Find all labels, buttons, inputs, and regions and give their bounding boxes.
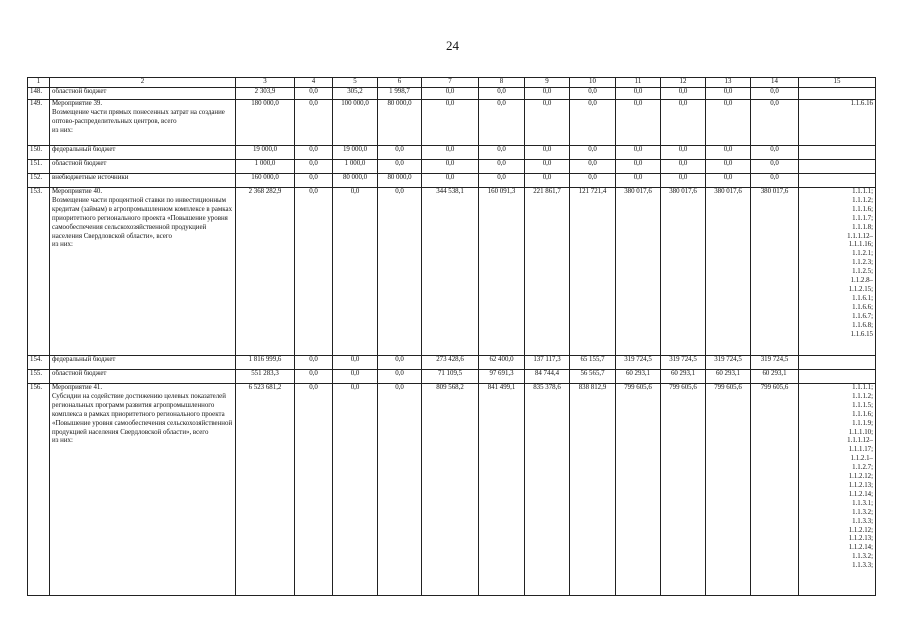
value-cell: 221 861,7 [525,188,570,356]
row-number: 154. [28,356,50,370]
value-cell: 0,0 [422,160,479,174]
target-code: 1.1.1.12– [847,437,873,445]
value-cell: 0,0 [378,188,422,356]
column-number-row [28,78,876,88]
value-cell: 0,0 [295,88,333,100]
value-cell: 0,0 [295,174,333,188]
value-cell: 0,0 [570,160,616,174]
value-cell: 0,0 [706,100,751,146]
value-cell: 0,0 [525,88,570,100]
value-cell: 0,0 [661,160,706,174]
value-cell: 19 000,0 [236,146,295,160]
target-code: 1.1.1.1; [852,188,873,195]
description-line: областной бюджет [52,370,107,377]
value-cell: 0,0 [661,100,706,146]
value-cell: 2 303,9 [236,88,295,100]
column-number: 3 [236,78,295,88]
value-cell: 0,0 [479,174,525,188]
target-code: 1.1.2.14; [848,544,873,552]
target-code: 1.1.2.5; [852,268,873,276]
value-cell: 799 605,6 [616,384,661,596]
value-cell: 60 293,1 [661,370,706,384]
value-cell: 0,0 [295,356,333,370]
value-cell: 0,0 [525,174,570,188]
value-cell: 799 605,6 [661,384,706,596]
target-code: 1.1.1.6; [852,205,873,213]
row-description [50,384,236,596]
value-cell: 2 368 282,9 [236,188,295,356]
row-number: 155. [28,370,50,384]
column-number: 13 [706,78,751,88]
row-number: 152. [28,174,50,188]
row-description [50,370,236,384]
value-cell: 0,0 [706,174,751,188]
target-code: 1.1.1.2; [852,196,873,204]
value-cell: 0,0 [525,146,570,160]
target-codes [799,146,876,160]
value-cell: 0,0 [661,174,706,188]
value-cell: 319 724,5 [661,356,706,370]
target-code: 1.1.2.1; [852,250,873,258]
value-cell: 0,0 [525,160,570,174]
value-cell: 0,0 [378,356,422,370]
column-number: 6 [378,78,422,88]
column-number: 10 [570,78,616,88]
value-cell: 0,0 [616,160,661,174]
target-codes [799,100,876,146]
value-cell: 0,0 [295,160,333,174]
target-code: 1.1.2.12; [848,473,873,481]
value-cell: 0,0 [295,370,333,384]
target-code: 1.1.1.12– [847,232,873,240]
value-cell: 841 499,1 [479,384,525,596]
value-cell: 0,0 [295,188,333,356]
target-code: 1.1.2.13; [848,535,873,543]
value-cell: 80 000,0 [378,174,422,188]
target-codes [799,188,876,356]
value-cell: 0,0 [378,146,422,160]
description-line: Возмещение части прямых понесенных затрат на создание оптово-распределительных центров, всего [52,108,225,125]
row-description [50,188,236,356]
column-number: 7 [422,78,479,88]
target-code: 1.1.2.13; [848,481,873,489]
value-cell: 0,0 [661,88,706,100]
value-cell: 0,0 [570,174,616,188]
value-cell: 380 017,6 [706,188,751,356]
page-number: 24 [446,38,459,53]
value-cell: 0,0 [479,100,525,146]
description-line: Мероприятие 41. [52,384,103,391]
target-code: 1.1.1.16; [848,241,873,249]
value-cell: 319 724,5 [751,356,799,370]
row-number: 150. [28,146,50,160]
description-line: Мероприятие 39. [52,100,103,107]
table-row [28,160,876,174]
value-cell: 71 109,5 [422,370,479,384]
target-code: 1.1.6.1; [852,294,873,302]
target-code: 1.1.1.10; [848,428,873,436]
value-cell: 0,0 [661,146,706,160]
value-cell: 0,0 [570,88,616,100]
value-cell: 60 293,1 [751,370,799,384]
column-number: 15 [799,78,876,88]
target-code: 1.1.1.5; [852,401,873,409]
description-line: внебюджетные источники [52,174,129,181]
table-row [28,384,876,596]
table-row [28,188,876,356]
description-line: из них: [52,437,73,445]
target-code: 1.1.2.1– [850,455,873,463]
value-cell: 121 721,4 [570,188,616,356]
value-cell: 0,0 [378,160,422,174]
row-number: 149. [28,100,50,146]
value-cell: 0,0 [422,146,479,160]
value-cell: 1 000,0 [236,160,295,174]
value-cell: 0,0 [333,188,378,356]
value-cell: 799 605,6 [706,384,751,596]
value-cell: 319 724,5 [706,356,751,370]
value-cell: 0,0 [616,146,661,160]
value-cell: 380 017,6 [751,188,799,356]
value-cell: 838 812,9 [570,384,616,596]
value-cell: 551 283,3 [236,370,295,384]
row-number: 156. [28,384,50,596]
value-cell: 100 000,0 [333,100,378,146]
target-codes [799,356,876,370]
target-code: 1.1.2.12; [848,526,873,534]
target-code: 1.1.2.14; [848,490,873,498]
target-code: 1.1.1.1; [852,384,873,391]
value-cell: 380 017,6 [661,188,706,356]
target-code: 1.1.1.17; [848,446,873,454]
target-code: 1.1.1.8; [852,223,873,231]
target-codes [799,370,876,384]
target-code: 1.1.1.2; [852,392,873,400]
value-cell: 273 428,6 [422,356,479,370]
description-line: Возмещение части процентной ставки по инвестиционным кредитам (займам) в агропромышленном комплексе в рамках приоритетного регионального проекта «Повышение уровня самообеспечения сельскохозяйственной продукцией населения Свердловской области», всего [52,196,233,240]
value-cell: 0,0 [295,146,333,160]
row-description [50,146,236,160]
description-line: федеральный бюджет [52,356,116,363]
value-cell: 137 117,3 [525,356,570,370]
value-cell: 344 538,1 [422,188,479,356]
value-cell: 80 000,0 [378,100,422,146]
value-cell: 56 565,7 [570,370,616,384]
value-cell: 1 000,0 [333,160,378,174]
target-code: 1.1.6.8; [852,321,873,329]
value-cell: 0,0 [333,370,378,384]
column-number: 11 [616,78,661,88]
table-row [28,88,876,100]
description-line: областной бюджет [52,88,107,95]
target-code: 1.1.1.7; [852,214,873,222]
value-cell: 0,0 [378,384,422,596]
column-number: 9 [525,78,570,88]
value-cell: 0,0 [706,146,751,160]
target-code: 1.1.2.7; [852,464,873,472]
value-cell: 0,0 [479,88,525,100]
value-cell: 80 000,0 [333,174,378,188]
description-line: областной бюджет [52,160,107,167]
row-number: 153. [28,188,50,356]
value-cell: 0,0 [616,88,661,100]
row-number: 151. [28,160,50,174]
value-cell: 305,2 [333,88,378,100]
target-code: 1.1.6.15 [850,330,873,338]
target-code: 1.1.3.3; [852,562,873,570]
value-cell: 0,0 [751,160,799,174]
value-cell: 0,0 [751,146,799,160]
value-cell: 0,0 [333,384,378,596]
table-row [28,370,876,384]
column-number: 8 [479,78,525,88]
target-code: 1.1.3.2; [852,553,873,561]
value-cell: 0,0 [616,174,661,188]
value-cell: 0,0 [295,100,333,146]
table-row [28,146,876,160]
value-cell: 1 998,7 [378,88,422,100]
row-description [50,100,236,146]
value-cell: 319 724,5 [616,356,661,370]
value-cell: 809 568,2 [422,384,479,596]
value-cell: 0,0 [570,146,616,160]
description-line: из них: [52,126,73,134]
value-cell: 97 691,3 [479,370,525,384]
value-cell: 0,0 [525,100,570,146]
value-cell: 19 000,0 [333,146,378,160]
value-cell: 0,0 [706,160,751,174]
value-cell: 0,0 [422,88,479,100]
target-code: 1.1.6.6; [852,303,873,311]
value-cell: 0,0 [616,100,661,146]
value-cell: 1 816 999,6 [236,356,295,370]
value-cell: 65 155,7 [570,356,616,370]
value-cell: 6 523 681,2 [236,384,295,596]
row-description [50,356,236,370]
value-cell: 0,0 [295,384,333,596]
column-number: 12 [661,78,706,88]
description-line: Мероприятие 40. [52,188,103,195]
value-cell: 0,0 [570,100,616,146]
value-cell: 180 000,0 [236,100,295,146]
target-codes [799,160,876,174]
value-cell: 0,0 [751,174,799,188]
description-line: из них: [52,241,73,249]
target-code: 1.1.1.6; [852,410,873,418]
value-cell: 0,0 [479,160,525,174]
value-cell: 0,0 [751,100,799,146]
column-number: 14 [751,78,799,88]
column-number: 5 [333,78,378,88]
column-number: 2 [50,78,236,88]
description-line: федеральный бюджет [52,146,116,153]
target-code: 1.1.6.7; [852,312,873,320]
value-cell: 799 605,6 [751,384,799,596]
column-number: 4 [295,78,333,88]
table-row [28,100,876,146]
value-cell: 380 017,6 [616,188,661,356]
table-row [28,356,876,370]
value-cell: 160 091,3 [479,188,525,356]
value-cell: 62 400,0 [479,356,525,370]
target-code: 1.1.2.15; [848,285,873,293]
value-cell: 60 293,1 [616,370,661,384]
value-cell: 0,0 [479,146,525,160]
table-row [28,174,876,188]
target-code: 1.1.6.16 [850,100,873,107]
row-description [50,160,236,174]
column-number: 1 [28,78,50,88]
description-line: Субсидии на содействие достижению целевых показателей региональных программ развития агропромышленного комплекса в рамках приоритетного регионального проекта «Повышение уровня самообеспечения сельскохозяйственной продукцией населения Свердловской области», всего [52,392,233,436]
target-code: 1.1.3.1; [852,499,873,507]
target-code: 1.1.2.8– [850,277,873,285]
target-codes [799,174,876,188]
value-cell: 0,0 [333,356,378,370]
target-code: 1.1.1.9; [852,419,873,427]
value-cell: 0,0 [706,88,751,100]
value-cell: 0,0 [751,88,799,100]
target-code: 1.1.3.3; [852,517,873,525]
value-cell: 0,0 [422,174,479,188]
budget-table [27,77,876,596]
value-cell: 84 744,4 [525,370,570,384]
target-code: 1.1.3.2; [852,508,873,516]
target-codes [799,384,876,596]
value-cell: 60 293,1 [706,370,751,384]
row-number: 148. [28,88,50,100]
target-codes [799,88,876,100]
row-description [50,174,236,188]
target-code: 1.1.2.3; [852,259,873,267]
value-cell: 160 000,0 [236,174,295,188]
value-cell: 0,0 [422,100,479,146]
value-cell: 835 378,6 [525,384,570,596]
row-description [50,88,236,100]
value-cell: 0,0 [378,370,422,384]
